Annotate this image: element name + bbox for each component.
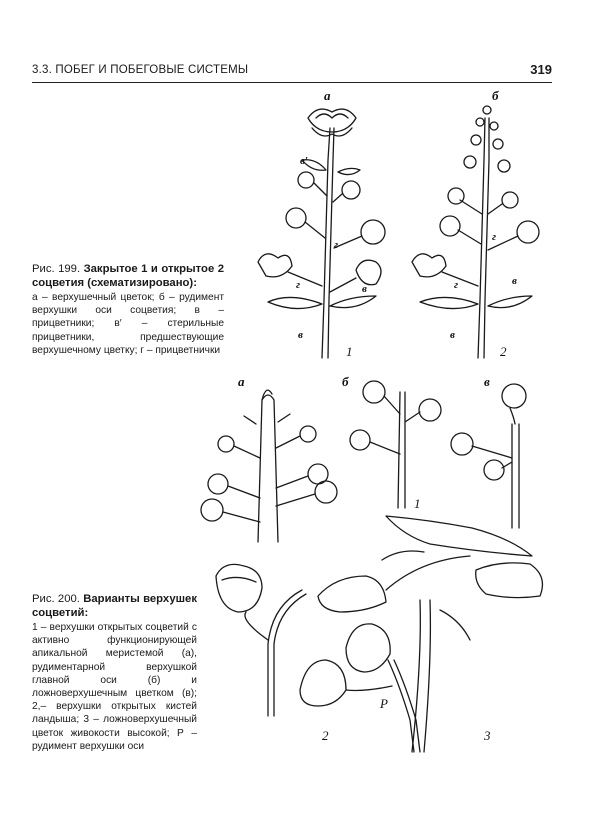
fig200-label-v: в	[484, 374, 490, 389]
fig199-label-v-prime: в′	[300, 155, 309, 167]
section-title: 3.3. ПОБЕГ И ПОБЕГОВЫЕ СИСТЕМЫ	[32, 64, 249, 76]
fig199-number-1: 1	[346, 344, 353, 359]
figure-199-caption-title: Закрытое 1 и открытое 2 соцветия (схематизировано):	[32, 263, 224, 289]
fig199-label-v4: в	[450, 329, 455, 341]
fig200-label-p: P	[380, 696, 388, 711]
figure-199-caption-prefix: Рис. 199.	[32, 263, 81, 275]
figure-200-caption-prefix: Рис. 200.	[32, 593, 80, 605]
fig200-number-2: 2	[322, 728, 329, 743]
fig199-label-v2: в	[298, 329, 303, 341]
figure-199-caption-text: а – верхушечный цветок; б – рудимент верхушки оси соцветия; в – прицветники; в′ – стерильные прицветники, предшествующие верхушечному цветку; г – прицветнички	[32, 292, 224, 356]
fig200-group-1-drawing	[201, 381, 526, 542]
fig199-label-g4: г	[454, 279, 459, 291]
fig199-label-g1: г	[334, 239, 339, 251]
fig199-label-g2: г	[296, 279, 301, 291]
fig200-number-3: 3	[484, 728, 491, 743]
fig199-label-v1: в	[362, 283, 367, 295]
fig200-number-1: 1	[414, 496, 421, 511]
figure-200-caption-text: 1 – верхушки открытых соцветий с активно функционирующей апикальной меристемой (а), рудиментарной верхушкой главной оси (б) и ложноверхушечным цветком (в); 2,– верхушки открытых кистей ландыша; 3 – ложноверхушечный цветок живокости высокой; Р – рудимент верхушки оси	[32, 622, 197, 752]
fig199-label-g3: г	[492, 231, 497, 243]
figure-200-caption-title: Варианты верхушек соцветий:	[32, 593, 197, 619]
fig200-label-b: б	[342, 374, 349, 389]
fig199-plant-2-drawing	[412, 106, 539, 358]
fig199-label-v3: в	[512, 275, 517, 287]
fig199-plant-1-drawing	[258, 109, 385, 358]
fig199-number-2: 2	[500, 344, 507, 359]
fig199-label-b: б	[492, 88, 499, 103]
fig200-label-a: а	[238, 374, 245, 389]
page-number: 319	[530, 62, 552, 77]
fig200-group-2-drawing	[216, 564, 420, 752]
fig199-label-a: а	[324, 88, 331, 103]
